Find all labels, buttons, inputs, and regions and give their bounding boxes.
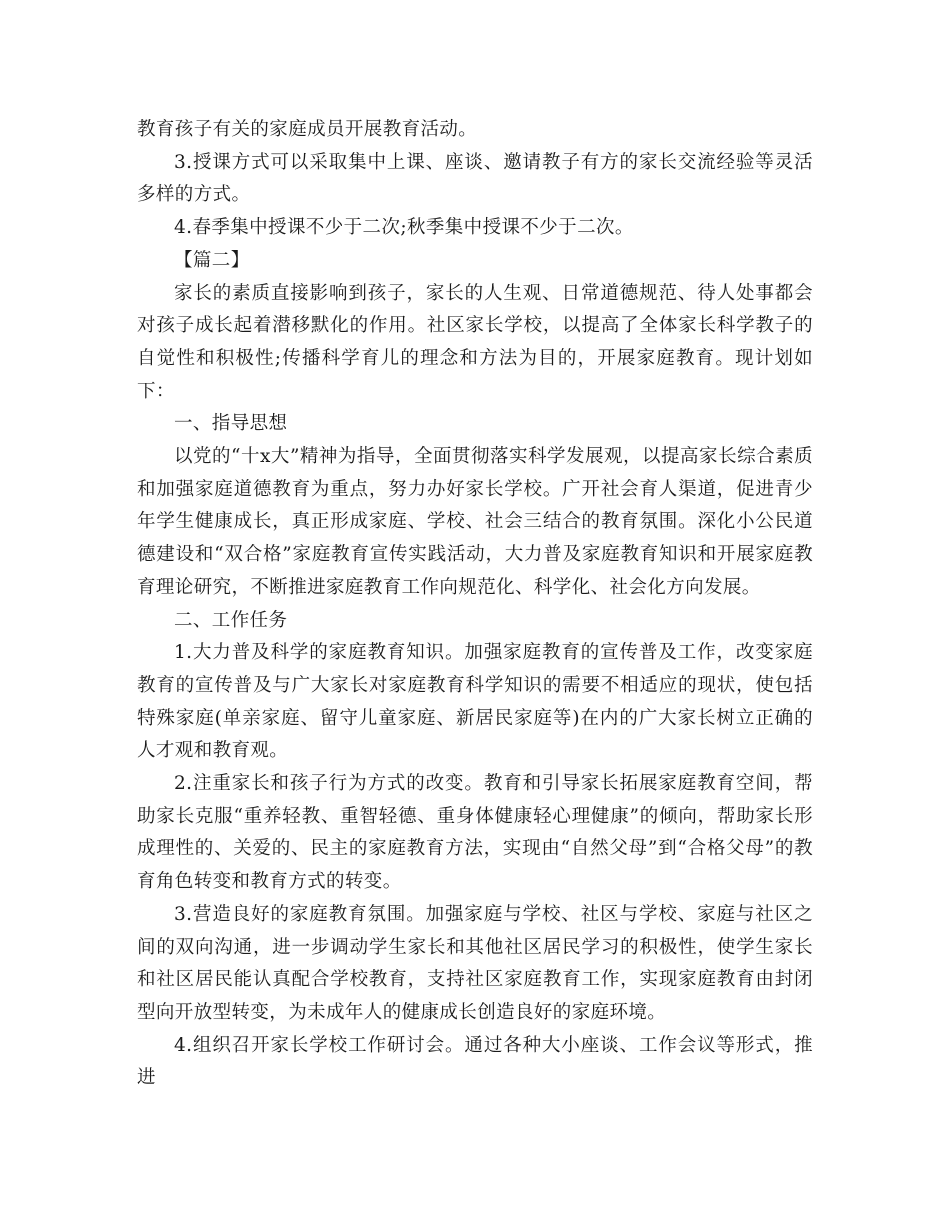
document-body — [137, 114, 813, 1095]
paragraph-intro: 家长的素质直接影响到孩子，家长的人生观、日常道德规范、待人处事都会对孩子成长起着潜移默化的作用。社区家长学校，以提高了全体家长科学教子的自觉性和积极性;传播科学育儿的理念和方法为目的，开展家庭教育。现计划如下： — [137, 282, 813, 402]
paragraph-continuation: 教育孩子有关的家庭成员开展教育活动。 — [137, 119, 478, 140]
paragraph-item-3: 3.授课方式可以采取集中上课、座谈、邀请教子有方的家长交流经验等灵活多样的方式。 — [137, 151, 813, 206]
section-heading-part-two: 【篇二】 — [174, 249, 250, 271]
paragraph-guiding-thought: 以党的“十x大”精神为指导，全面贯彻落实科学发展观，以提高家长综合素质和加强家庭道德教育为重点，努力办好家长学校。广开社会育人渠道，促进青少年学生健康成长，真正形成家庭、学校、社会三结合的教育氛围。深化小公民道德建设和“双合格”家庭教育宣传实践活动，大力普及家庭教育知识和开展家庭教育理论研究，不断推进家庭教育工作向规范化、科学化、社会化方向发展。 — [137, 446, 813, 598]
paragraph-task-2: 2.注重家长和孩子行为方式的改变。教育和引导家长拓展家庭教育空间，帮助家长克服“重养轻教、重智轻德、重身体健康轻心理健康”的倾向，帮助家长形成理性的、关爱的、民主的家庭教育方法，实现由“自然父母”到“合格父母”的教育角色转变和教育方式的转变。 — [137, 773, 813, 893]
paragraph-task-4: 4.组织召开家长学校工作研讨会。通过各种大小座谈、工作会议等形式，推进 — [137, 1034, 813, 1089]
paragraph-item-4: 4.春季集中授课不少于二次;秋季集中授课不少于二次。 — [174, 217, 634, 239]
paragraph-task-1: 1.大力普及科学的家庭教育知识。加强家庭教育的宣传普及工作，改变家庭教育的宣传普及与广大家长对家庭教育科学知识的需要不相适应的现状，使包括特殊家庭(单亲家庭、留守儿童家庭、新居民家庭等)在内的广大家长树立正确的人才观和教育观。 — [137, 642, 813, 762]
section-heading-tasks: 二、工作任务 — [174, 609, 288, 631]
paragraph-task-3: 3.营造良好的家庭教育氛围。加强家庭与学校、社区与学校、家庭与社区之间的双向沟通，进一步调动学生家长和其他社区居民学习的积极性，使学生家长和社区居民能认真配合学校教育，支持社区家庭教育工作，实现家庭教育由封闭型向开放型转变，为未成年人的健康成长创造良好的家庭环境。 — [137, 903, 813, 1023]
section-heading-guiding-thought: 一、指导思想 — [174, 413, 288, 435]
